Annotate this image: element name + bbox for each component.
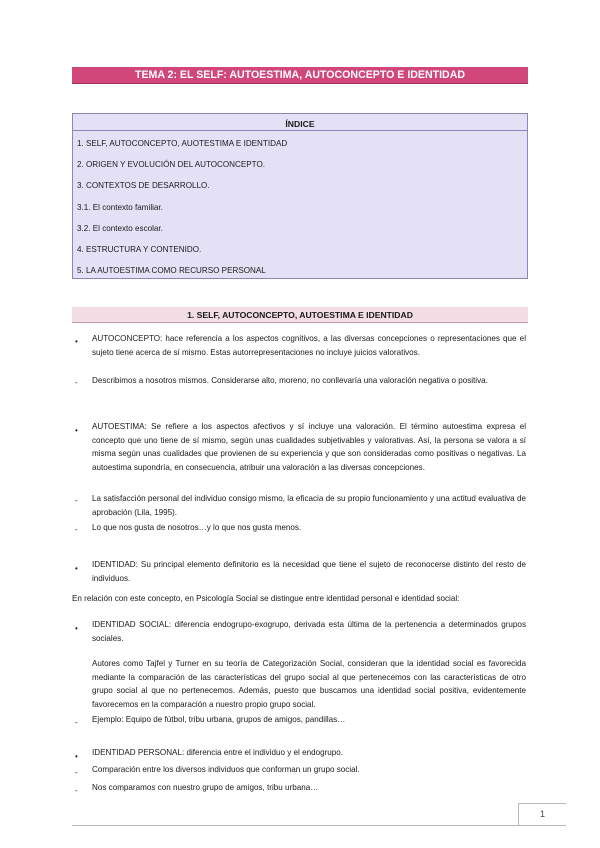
identidad-personal-example: Nos comparamos con nuestro grupo de amigos, tribu urbana… xyxy=(92,783,319,792)
dash-marker: - xyxy=(75,768,78,777)
identidad-personal-comparison: Comparación entre los diversos individuos que conforman un grupo social. xyxy=(92,765,360,774)
identidad-personal-paragraph: IDENTIDAD PERSONAL: diferencia entre el individuo y el endogrupo. xyxy=(92,748,344,757)
autoconcepto-paragraph: AUTOCONCEPTO: hace referencia a los aspectos cognitivos, a las diversas concepciones o representaciones que el sujeto tiene acerca de sí mismo. Estas autorrepresentaciones no incluye juicios valorativos. xyxy=(92,334,526,357)
dash-marker: - xyxy=(75,496,78,505)
index-item-4: 4. ESTRUCTURA Y CONTENIDO. xyxy=(77,245,202,254)
bullet-marker: • xyxy=(75,337,78,346)
index-item-3-1: 3.1. El contexto familiar. xyxy=(77,203,163,212)
index-divider xyxy=(73,130,527,131)
dash-marker: - xyxy=(75,378,78,387)
autoconcepto-example: Describimos a nosotros mismos. Considerarse alto, moreno, no conllevaría una valoración negativa o positiva. xyxy=(92,376,488,385)
dash-marker: - xyxy=(75,786,78,795)
tajfel-turner-paragraph: Autores como Tajfel y Turner en su teoría de Categorización Social, consideran que la identidad social es favorecida mediante la comparación de las características del grupo social al que pertenecemos con las características de otro grupo social al que no pertenecemos. Además, puesto que buscamos una identidad social positiva, evidentemente favorecemos en la comparación a nuestro propio grupo social. xyxy=(92,659,526,709)
bullet-marker: • xyxy=(75,752,78,761)
autoestima-definition: La satisfacción personal del individuo consigo mismo, la eficacia de su propio funcionamiento y una actitud evaluativa de aprobación (Lila, 1995). xyxy=(92,494,526,517)
autoestima-paragraph: AUTOESTIMA: Se refiere a los aspectos afectivos y sí incluye una valoración. El término autoestima expresa el concepto que uno tiene de sí mismo, según unas cualidades subjetivables y valorativas. Así, la persona se valora a sí misma según unas cualidades que provienen de su experiencia y que son consideradas como positivas o negativas. La autoestima supondría, en consecuencia, atribuir una valoración a las diversas concepciones. xyxy=(92,422,526,472)
page-number: 1 xyxy=(518,803,566,825)
dash-marker: - xyxy=(75,525,78,534)
document-title: TEMA 2: EL SELF: AUTOESTIMA, AUTOCONCEPTO E IDENTIDAD xyxy=(72,67,528,84)
index-item-5: 5. LA AUTOESTIMA COMO RECURSO PERSONAL xyxy=(77,266,266,275)
bullet-marker: • xyxy=(75,624,78,633)
footer-rule xyxy=(72,825,566,826)
bullet-marker: • xyxy=(75,426,78,435)
section-1-heading: 1. SELF, AUTOCONCEPTO, AUTOESTIMA E IDENTIDAD xyxy=(72,307,528,323)
index-item-1: 1. SELF, AUTOCONCEPTO, AUOTESTIMA E IDENTIDAD xyxy=(77,139,288,148)
autoestima-example: Lo que nos gusta de nosotros…y lo que nos gusta menos. xyxy=(92,523,302,532)
index-heading: ÍNDICE xyxy=(285,119,315,129)
index-box xyxy=(72,113,528,279)
identidad-paragraph: IDENTIDAD: Su principal elemento definitorio es la necesidad que tiene el sujeto de reconocerse distinto del resto de individuos. xyxy=(92,560,526,583)
index-item-2: 2. ORIGEN Y EVOLUCIÓN DEL AUTOCONCEPTO. xyxy=(77,160,266,169)
dash-marker: - xyxy=(75,718,78,727)
identidad-social-paragraph: IDENTIDAD SOCIAL: diferencia endogrupo-exogrupo, derivada esta última de la pertenencia a determinados grupos sociales. xyxy=(92,620,526,643)
identidad-social-example: Ejemplo: Equipo de fútbol, tribu urbana, grupos de amigos, pandillas… xyxy=(92,715,346,724)
identidad-relacion: En relación con este concepto, en Psicología Social se distingue entre identidad personal e identidad social: xyxy=(72,594,460,603)
index-item-3-2: 3.2. El contexto escolar. xyxy=(77,224,163,233)
index-item-3: 3. CONTEXTOS DE DESARROLLO. xyxy=(77,181,210,190)
bullet-marker: • xyxy=(75,564,78,573)
